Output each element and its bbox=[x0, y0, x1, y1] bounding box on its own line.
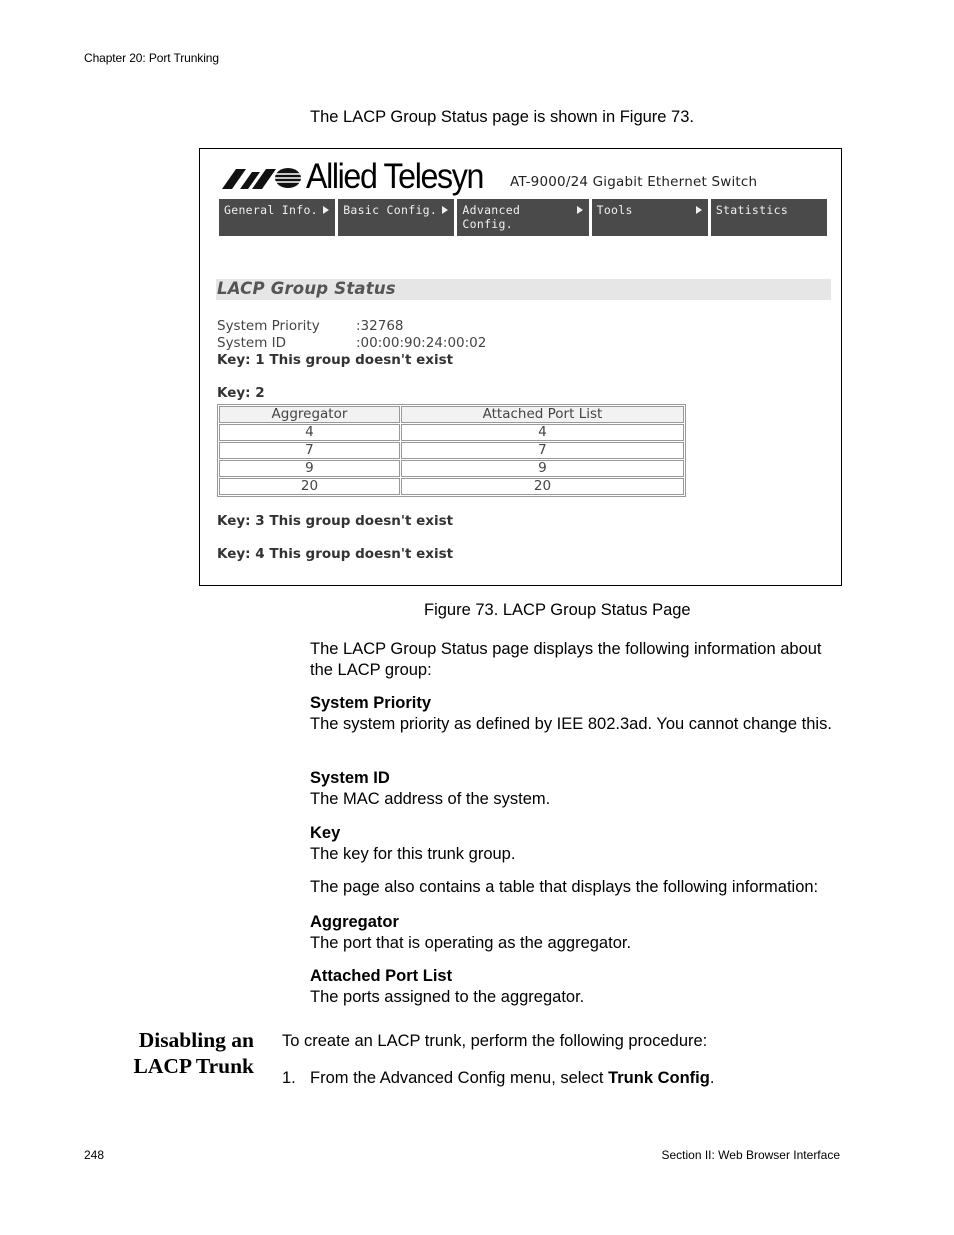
system-priority-label: System Priority bbox=[217, 318, 320, 334]
figure-caption: Figure 73. LACP Group Status Page bbox=[424, 601, 691, 619]
definition-system-id bbox=[310, 768, 845, 809]
system-id-value: :00:00:90:24:00:02 bbox=[356, 335, 487, 351]
term-heading: Attached Port List bbox=[310, 967, 453, 985]
arrow-right-icon bbox=[442, 206, 448, 214]
term-heading: Aggregator bbox=[310, 913, 399, 931]
nav-general-info[interactable] bbox=[219, 199, 335, 236]
page-number: 248 bbox=[84, 1148, 105, 1162]
column-header-attached-port-list: Attached Port List bbox=[401, 406, 684, 423]
arrow-right-icon bbox=[323, 206, 329, 214]
key-3-status: Key: 3 This group doesn't exist bbox=[217, 513, 454, 529]
nav-statistics[interactable] bbox=[711, 199, 827, 236]
nav-label: General Info. bbox=[224, 203, 318, 217]
arrow-right-icon bbox=[577, 206, 583, 214]
nav-label: Statistics bbox=[715, 203, 789, 217]
section-intro: To create an LACP trunk, perform the following procedure: bbox=[282, 1032, 708, 1050]
term-heading: Key bbox=[310, 824, 341, 842]
step-number: 1. bbox=[282, 1069, 296, 1087]
aggregator-cell: 7 bbox=[219, 442, 400, 459]
nav-basic-config[interactable] bbox=[338, 199, 454, 236]
port-list-cell: 7 bbox=[401, 442, 684, 459]
aggregator-cell: 4 bbox=[219, 424, 400, 441]
system-id-label: System ID bbox=[217, 335, 287, 351]
term-heading: System Priority bbox=[310, 694, 432, 712]
running-header: Chapter 20: Port Trunking bbox=[84, 51, 219, 65]
key-4-status: Key: 4 This group doesn't exist bbox=[217, 546, 454, 562]
brand-name: Allied Telesyn bbox=[306, 157, 483, 196]
port-list-cell: 20 bbox=[401, 478, 684, 495]
nav-label: Tools bbox=[596, 203, 633, 217]
nav-label: Basic Config. bbox=[343, 203, 438, 217]
figure-screenshot bbox=[199, 148, 842, 586]
nav-bar bbox=[219, 199, 827, 236]
section-heading bbox=[100, 1027, 254, 1079]
port-list-cell: 4 bbox=[401, 424, 684, 441]
nav-tools[interactable] bbox=[592, 199, 708, 236]
aggregator-cell: 20 bbox=[219, 478, 400, 495]
section-heading-line: LACP Trunk bbox=[133, 1054, 254, 1078]
definition-aggregator bbox=[310, 912, 845, 953]
product-name: AT-9000/24 Gigabit Ethernet Switch bbox=[510, 174, 758, 190]
definition-key bbox=[310, 823, 845, 864]
brand-header bbox=[222, 157, 782, 199]
definition-attached-port-list bbox=[310, 966, 845, 1007]
port-list-cell: 9 bbox=[401, 460, 684, 477]
column-header-aggregator: Aggregator bbox=[219, 406, 400, 423]
term-definition: The key for this trunk group. bbox=[310, 844, 516, 863]
description-paragraph: The LACP Group Status page displays the following information about the LACP group: bbox=[310, 640, 822, 679]
term-heading: System ID bbox=[310, 769, 390, 787]
lacp-group-table bbox=[217, 404, 686, 497]
system-priority-value: :32768 bbox=[356, 318, 404, 334]
nav-advanced-config[interactable] bbox=[457, 199, 588, 236]
step-menu-item: Trunk Config bbox=[608, 1069, 710, 1087]
aggregator-cell: 9 bbox=[219, 460, 400, 477]
table-row bbox=[219, 460, 684, 477]
table-row bbox=[219, 424, 684, 441]
term-definition: The ports assigned to the aggregator. bbox=[310, 987, 585, 1006]
page-title: LACP Group Status bbox=[217, 279, 396, 298]
table-row bbox=[219, 478, 684, 495]
step-text-end: . bbox=[709, 1069, 715, 1087]
key-2-label: Key: 2 bbox=[217, 385, 265, 401]
term-definition: The MAC address of the system. bbox=[310, 789, 551, 808]
section-heading-line: Disabling an bbox=[138, 1028, 254, 1052]
intro-paragraph: The LACP Group Status page is shown in Figure 73. bbox=[310, 108, 694, 126]
term-definition: The system priority as defined by IEE 802.3ad. You cannot change this. bbox=[310, 714, 832, 733]
nav-label: Advanced Config. bbox=[462, 203, 521, 231]
table-row bbox=[219, 442, 684, 459]
arrow-right-icon bbox=[696, 206, 702, 214]
term-definition: The port that is operating as the aggregator. bbox=[310, 933, 632, 952]
page-title-bar bbox=[216, 279, 831, 300]
definition-system-priority bbox=[310, 693, 845, 734]
table-intro-paragraph: The page also contains a table that displays the following information: bbox=[310, 878, 819, 896]
footer-section: Section II: Web Browser Interface bbox=[661, 1148, 840, 1162]
key-1-status: Key: 1 This group doesn't exist bbox=[217, 352, 454, 368]
allied-telesyn-logo-icon bbox=[222, 167, 302, 189]
step-text bbox=[310, 1069, 714, 1088]
step-text-lead: From the Advanced Config menu, select bbox=[310, 1069, 609, 1087]
